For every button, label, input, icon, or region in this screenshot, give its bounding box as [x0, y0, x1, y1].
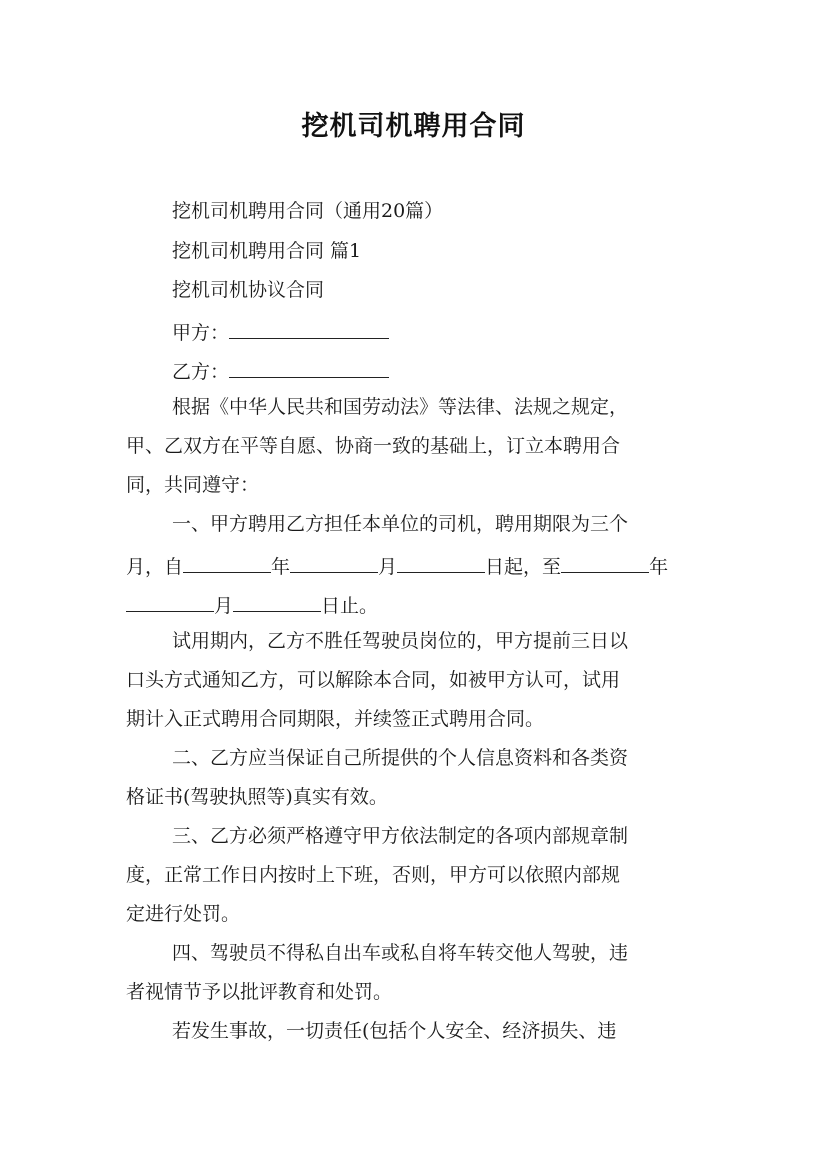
paragraph-line: 同，共同遵守：: [126, 474, 260, 496]
clause-2-line: 二、乙方应当保证自己所提供的个人信息资料和各类资: [172, 747, 629, 769]
paragraph-line: 度，正常工作日内按时上下班，否则，甲方可以依照内部规: [126, 864, 621, 886]
party-a-line: [172, 320, 389, 343]
agreement-heading: 挖机司机协议合同: [172, 279, 325, 301]
text-fragment: 日止。: [321, 595, 379, 617]
text-fragment: 年: [649, 556, 669, 578]
paragraph-line: 格证书(驾驶执照等)真实有效。: [126, 786, 388, 808]
paragraph-line: 甲、乙双方在平等自愿、协商一致的基础上，订立本聘用合: [126, 435, 621, 457]
paragraph-line: 者视情节予以批评教育和处罚。: [126, 981, 393, 1003]
party-b-label: 乙方：: [172, 361, 230, 383]
clause-4-line: 四、驾驶员不得私自出车或私自将车转交他人驾驶，违: [172, 942, 629, 964]
text-fragment: 日起，至: [485, 556, 562, 578]
text-fragment: 月: [378, 556, 398, 578]
date-blank: [183, 554, 271, 573]
paragraph-line: 定进行处罚。: [126, 903, 241, 925]
paragraph-line: 期计入正式聘用合同期限，并续签正式聘用合同。: [126, 708, 545, 730]
paragraph-line: 根据《中华人民共和国劳动法》等法律、法规之规定，: [172, 396, 629, 418]
clause-3-line: 三、乙方必须严格遵守甲方依法制定的各项内部规章制: [172, 825, 629, 847]
paragraph-line: 若发生事故，一切责任(包括个人安全、经济损失、违: [172, 1020, 617, 1042]
date-blank: [397, 554, 485, 573]
date-blank: [233, 593, 321, 612]
clause-1-end-line: [126, 593, 378, 616]
party-a-label: 甲方：: [172, 322, 230, 344]
date-blank: [561, 554, 649, 573]
paragraph-line: 试用期内，乙方不胜任驾驶员岗位的，甲方提前三日以: [172, 630, 629, 652]
party-b-blank: [229, 359, 389, 378]
text-fragment: 月，自: [126, 556, 184, 578]
date-blank: [126, 593, 214, 612]
date-blank: [290, 554, 378, 573]
clause-1-line: 一、甲方聘用乙方担任本单位的司机，聘用期限为三个: [172, 513, 629, 535]
section-heading: 挖机司机聘用合同 篇1: [172, 240, 362, 262]
document-title: 挖机司机聘用合同: [301, 111, 526, 142]
party-a-blank: [229, 320, 389, 339]
clause-1-dates-line: [126, 554, 668, 577]
paragraph-line: 口头方式通知乙方，可以解除本合同，如被甲方认可，试用: [126, 669, 621, 691]
text-fragment: 月: [214, 595, 234, 617]
subtitle-line: 挖机司机聘用合同（通用20篇）: [172, 200, 444, 222]
text-fragment: 年: [271, 556, 291, 578]
party-b-line: [172, 359, 389, 382]
